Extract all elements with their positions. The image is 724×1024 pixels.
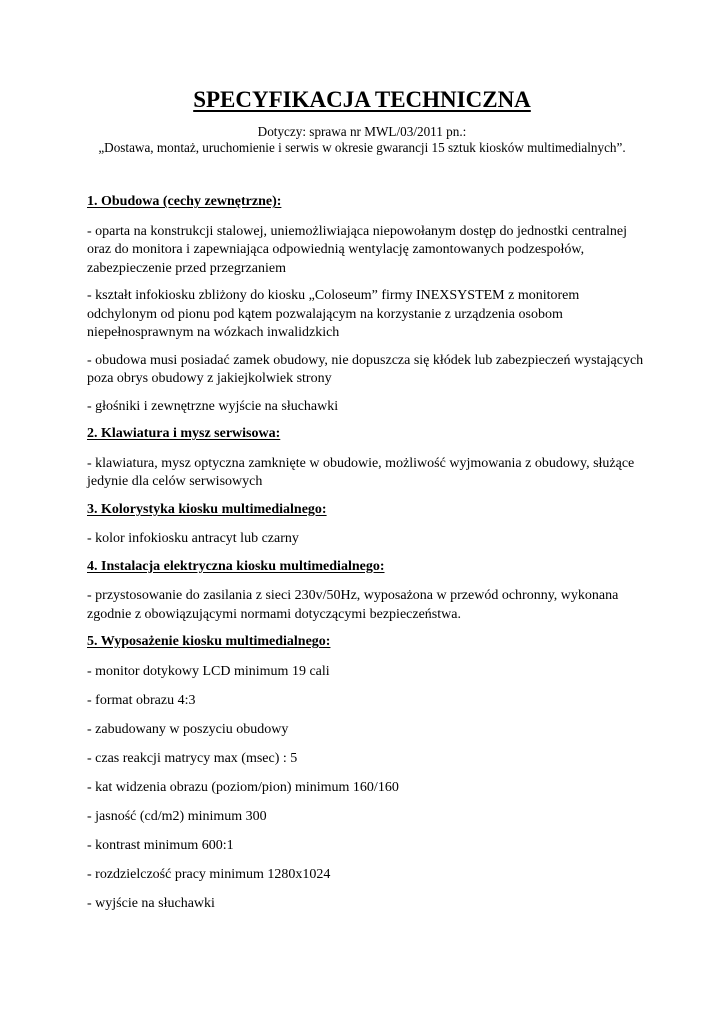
section-heading: 5. Wyposażenie kiosku multimedialnego: [87, 634, 331, 649]
list-item: - format obrazu 4:3 [87, 692, 196, 708]
section-paragraph: - oparta na konstrukcji stalowej, uniemożliwiająca niepowołanym dostęp do jednostki centralnej oraz do monitora i zapewniająca odpowiednią wentylację zamontowanych podzespołów, zabezpieczenie przed przegrzaniem [87, 223, 628, 276]
document-body [87, 193, 647, 924]
section-paragraph: - klawiatura, mysz optyczna zamknięte w obudowie, możliwość wyjmowania z obudowy, służące jedynie dla celów serwisowych [87, 455, 635, 489]
list-item: - wyjście na słuchawki [87, 895, 215, 911]
section-paragraph: - przystosowanie do zasilania z sieci 230v/50Hz, wyposażona w przewód ochronny, wykonana zgodnie z obowiązującymi normami dotyczącymi bezpieczeństwa. [87, 588, 619, 622]
section-paragraph: - kształt infokiosku zbliżony do kiosku „Coloseum” firmy INEXSYSTEM z monitorem odchylonym od pionu pod kątem pozwalającym na korzystanie z urządzenia osobom niepełnosprawnym na wózkach inwalidzkich [87, 288, 580, 340]
list-item: - zabudowany w poszyciu obudowy [87, 721, 289, 737]
section-heading: 3. Kolorystyka kiosku multimedialnego: [87, 501, 327, 517]
list-item: - monitor dotykowy LCD minimum 19 cali [87, 663, 330, 679]
list-item: - rozdzielczość pracy minimum 1280x1024 [87, 866, 331, 882]
section-paragraph: - obudowa musi posiadać zamek obudowy, nie dopuszcza się kłódek lub zabezpieczeń wystających poza obrys obudowy z jakiejkolwiek strony [87, 352, 644, 386]
section-paragraph: - kolor infokiosku antracyt lub czarny [87, 531, 299, 546]
subtitle-case-number: Dotyczy: sprawa nr MWL/03/2011 pn.: [257, 124, 467, 139]
list-item: - jasność (cd/m2) minimum 300 [87, 808, 267, 824]
section-heading: 2. Klawiatura i mysz serwisowa: [87, 426, 281, 441]
list-item: - czas reakcji matrycy max (msec) : 5 [87, 750, 298, 766]
section-heading: 4. Instalacja elektryczna kiosku multimedialnego: [87, 558, 385, 574]
subtitle-case-description: „Dostawa, montaż, uruchomienie i serwis w okresie gwarancji 15 sztuk kiosków multimedialnych”. [98, 140, 626, 155]
document-title: SPECYFIKACJA TECHNICZNA [193, 87, 531, 112]
list-item: - kat widzenia obrazu (poziom/pion) minimum 160/160 [87, 779, 399, 795]
section-heading: 1. Obudowa (cechy zewnętrzne): [87, 194, 282, 209]
section-paragraph: - głośniki i zewnętrzne wyjście na słuchawki [87, 398, 339, 414]
list-item: - kontrast minimum 600:1 [87, 837, 234, 853]
